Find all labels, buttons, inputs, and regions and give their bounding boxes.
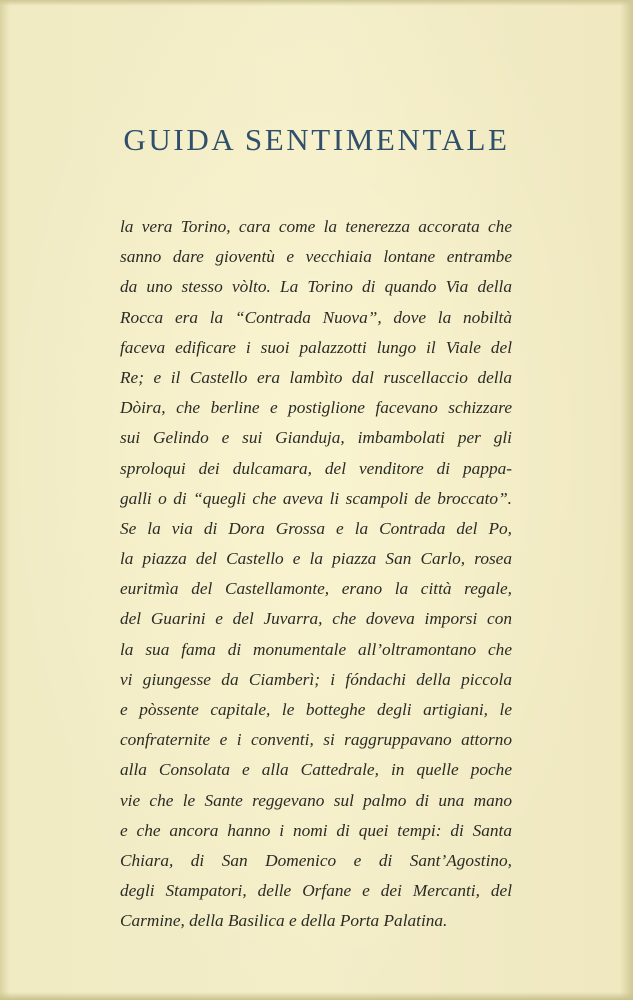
page-bottom-edge [0, 992, 633, 1000]
body-text [120, 212, 512, 937]
text-line: la sua fama di monumentale all’oltramontano che [120, 639, 512, 659]
text-line: galli o di “quegli che aveva li scampoli de broccato”. [120, 488, 512, 508]
text-line: Dòira, che berline e postiglione facevano schizzare [120, 398, 512, 418]
text-line: da uno stesso vòlto. La Torino di quando Via della [120, 277, 512, 297]
text-line: e che ancora hanno i nomi di quei tempi: di Santa [120, 820, 512, 840]
text-line: vie che le Sante reggevano sul palmo di una mano [120, 790, 512, 810]
text-line: alla Consolata e alla Cattedrale, in quelle poche [120, 760, 512, 780]
page-top-edge [0, 0, 633, 6]
text-line: Se la via di Dora Grossa e la Contrada del Po, [120, 518, 512, 538]
text-line: la piazza del Castello e la piazza San Carlo, rosea [120, 549, 512, 569]
text-line: sproloqui dei dulcamara, del venditore di pappa- [120, 458, 512, 478]
text-line: faceva edificare i suoi palazzotti lungo il Viale del [120, 337, 512, 357]
text-line: vi giungesse da Ciamberì; i fóndachi della piccola [120, 669, 512, 689]
text-line: Chiara, di San Domenico e di Sant’Agostino, [120, 850, 512, 870]
text-line: Carmine, della Basilica e della Porta Palatina. [120, 911, 448, 931]
text-line: e pòssente capitale, le botteghe degli artigiani, le [120, 700, 512, 719]
text-line: la vera Torino, cara come la tenerezza accorata che [120, 217, 512, 236]
text-line: confraternite e i conventi, si raggruppavano attorno [120, 730, 512, 750]
text-line: Rocca era la “Contrada Nuova”, dove la nobiltà [120, 307, 512, 327]
text-line: euritmìa del Castellamonte, erano la città regale, [120, 579, 512, 599]
page-title: GUIDA SENTIMENTALE [123, 122, 510, 157]
text-line: degli Stampatori, delle Orfane e dei Mercanti, del [120, 881, 512, 901]
text-line: sanno dare gioventù e vecchiaia lontane entrambe [120, 247, 512, 267]
text-line: sui Gelindo e sui Gianduja, imbambolati per gli [120, 428, 512, 448]
text-line: Re; e il Castello era lambìto dal ruscellaccio della [120, 367, 512, 387]
text-line: del Guarini e del Juvarra, che doveva imporsi con [120, 609, 512, 629]
